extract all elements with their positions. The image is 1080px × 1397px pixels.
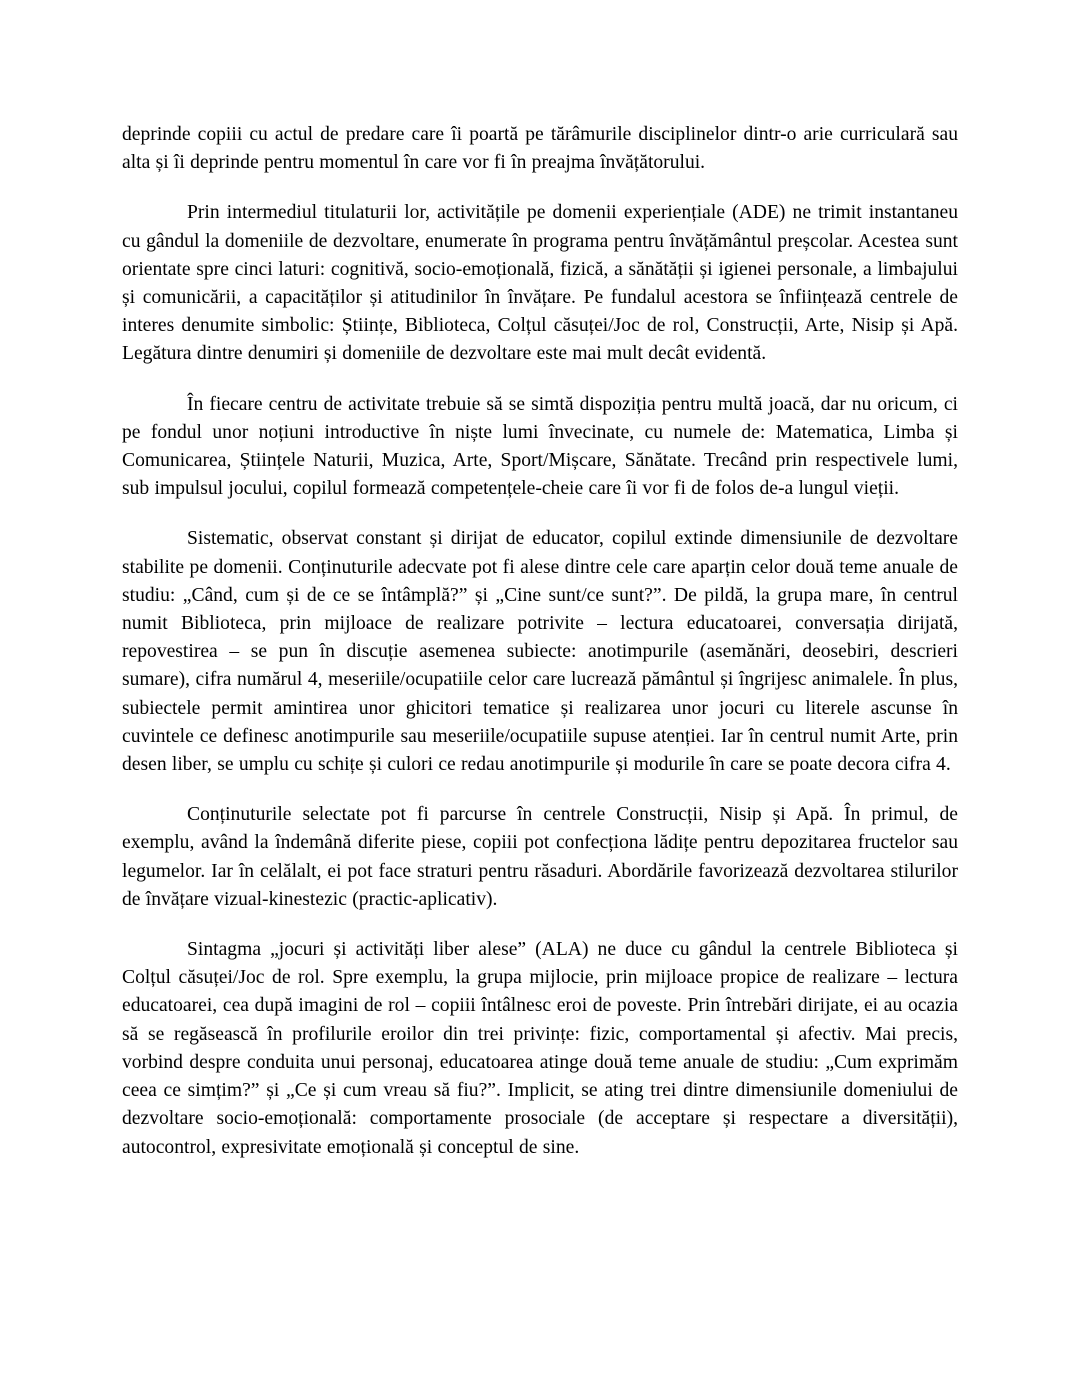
paragraph-continuturi-selectate: Conținuturile selectate pot fi parcurse în centrele Construcții, Nisip și Apă. În primul, de exemplu, având la îndemână diferite piese, copiii pot confecționa lădițe pentru depozitarea fructelor sau legumelor. Iar în celălalt, ei pot face straturi pentru răsaduri. Abordările favorizează dezvoltarea stilurilor de învățare vizual-kinestezic (practic-aplicativ). — [122, 804, 958, 910]
paragraph-continuation: deprinde copiii cu actul de predare care îi poartă pe tărâmurile disciplinelor dintr-o arie curriculară sau alta și îi deprinde pentru momentul în care vor fi în preajma învățătorului. — [122, 124, 958, 174]
paragraph-ade-domenii-experientiale: Prin intermediul titulaturii lor, activitățile pe domenii experiențiale (ADE) ne trimit instantaneu cu gândul la domeniile de dezvoltare, enumerate în programa pentru învățământul preșcolar. Acestea sunt orientate spre cinci laturi: cognitivă, socio-emoțională, fizică, a sănătății și igienei personale, a limbajului și comunicării, a capacităților și atitudinilor în învățare. Pe fundalul acestora se înființează centrele de interes denumite simbolic: Științe, Biblioteca, Colțul căsuței/Joc de rol, Construcții, Arte, Nisip și Apă. Legătura dintre denumiri și domeniile de dezvoltare este mai mult decât evidentă. — [122, 202, 958, 365]
paragraph-centre-de-activitate: În fiecare centru de activitate trebuie să se simtă dispoziția pentru multă joacă, dar nu oricum, ci pe fondul unor noțiuni introductive în niște lumi învecinate, cu numele de: Matematica, Limba și Comunicarea, Științele Naturii, Muzica, Arte, Sport/Mișcare, Sănătate. Trecând prin respectivele lumi, sub impulsul jocului, copilul formează competențele-cheie care îi vor fi de folos de-a lungul vieții. — [122, 393, 958, 500]
paragraph-sintagma-ala: Sintagma „jocuri și activități liber alese” (ALA) ne duce cu gândul la centrele Biblioteca și Colțul căsuței/Joc de rol. Spre exemplu, la grupa mijlocie, prin mijloace propice de realizare – lectura educatoarei, cea după imagini de rol – copiii întâlnesc eroi de poveste. Prin întrebări dirijate, ei au ocazia să se regăsească în profilurile eroilor din trei privințe: fizic, comportamental și afectiv. Mai precis, vorbind despre conduita unui personaj, educatoarea atinge două teme anuale de studiu: „Cum exprimăm ceea ce simțim?” și „Ce și cum vreau să fiu?”. Implicit, se ating trei dintre dimensiunile domeniului de dezvoltare socio-emoțională: comportamente prosociale (de acceptare și respectare a diversității), autocontrol, expresivitate emoțională și conceptul de sine. — [122, 939, 958, 1158]
body-text-column — [122, 121, 958, 1162]
paragraph-teme-anuale-de-studiu: Sistematic, observat constant și dirijat de educator, copilul extinde dimensiunile de dezvoltare stabilite pe domenii. Conținuturile adecvate pot fi alese dintre cele care aparțin celor două teme anuale de studiu: „Când, cum și de ce se întâmplă?” și „Cine sunt/ce sunt?”. De pildă, la grupa mare, în centrul numit Biblioteca, prin mijloace de realizare potrivite – lectura educatoarei, conversația dirijată, repovestirea – se pun în discuție asemenea subiecte: anotimpurile (asemănări, deosebiri, descrieri sumare), cifra numărul 4, meseriile/ocupatiile celor care lucrează pământul și îngrijesc animalele. În plus, subiectele permit amintirea unor ghicitori tematice și realizarea unor jocuri cu literele ascunse în cuvintele ce definesc anotimpurile sau meseriile/ocupatiile supuse atenției. Iar în centrul numit Arte, prin desen liber, se umplu cu schițe și culori ce redau anotimpurile și modurile în care se poate decora cifra 4. — [122, 528, 958, 776]
